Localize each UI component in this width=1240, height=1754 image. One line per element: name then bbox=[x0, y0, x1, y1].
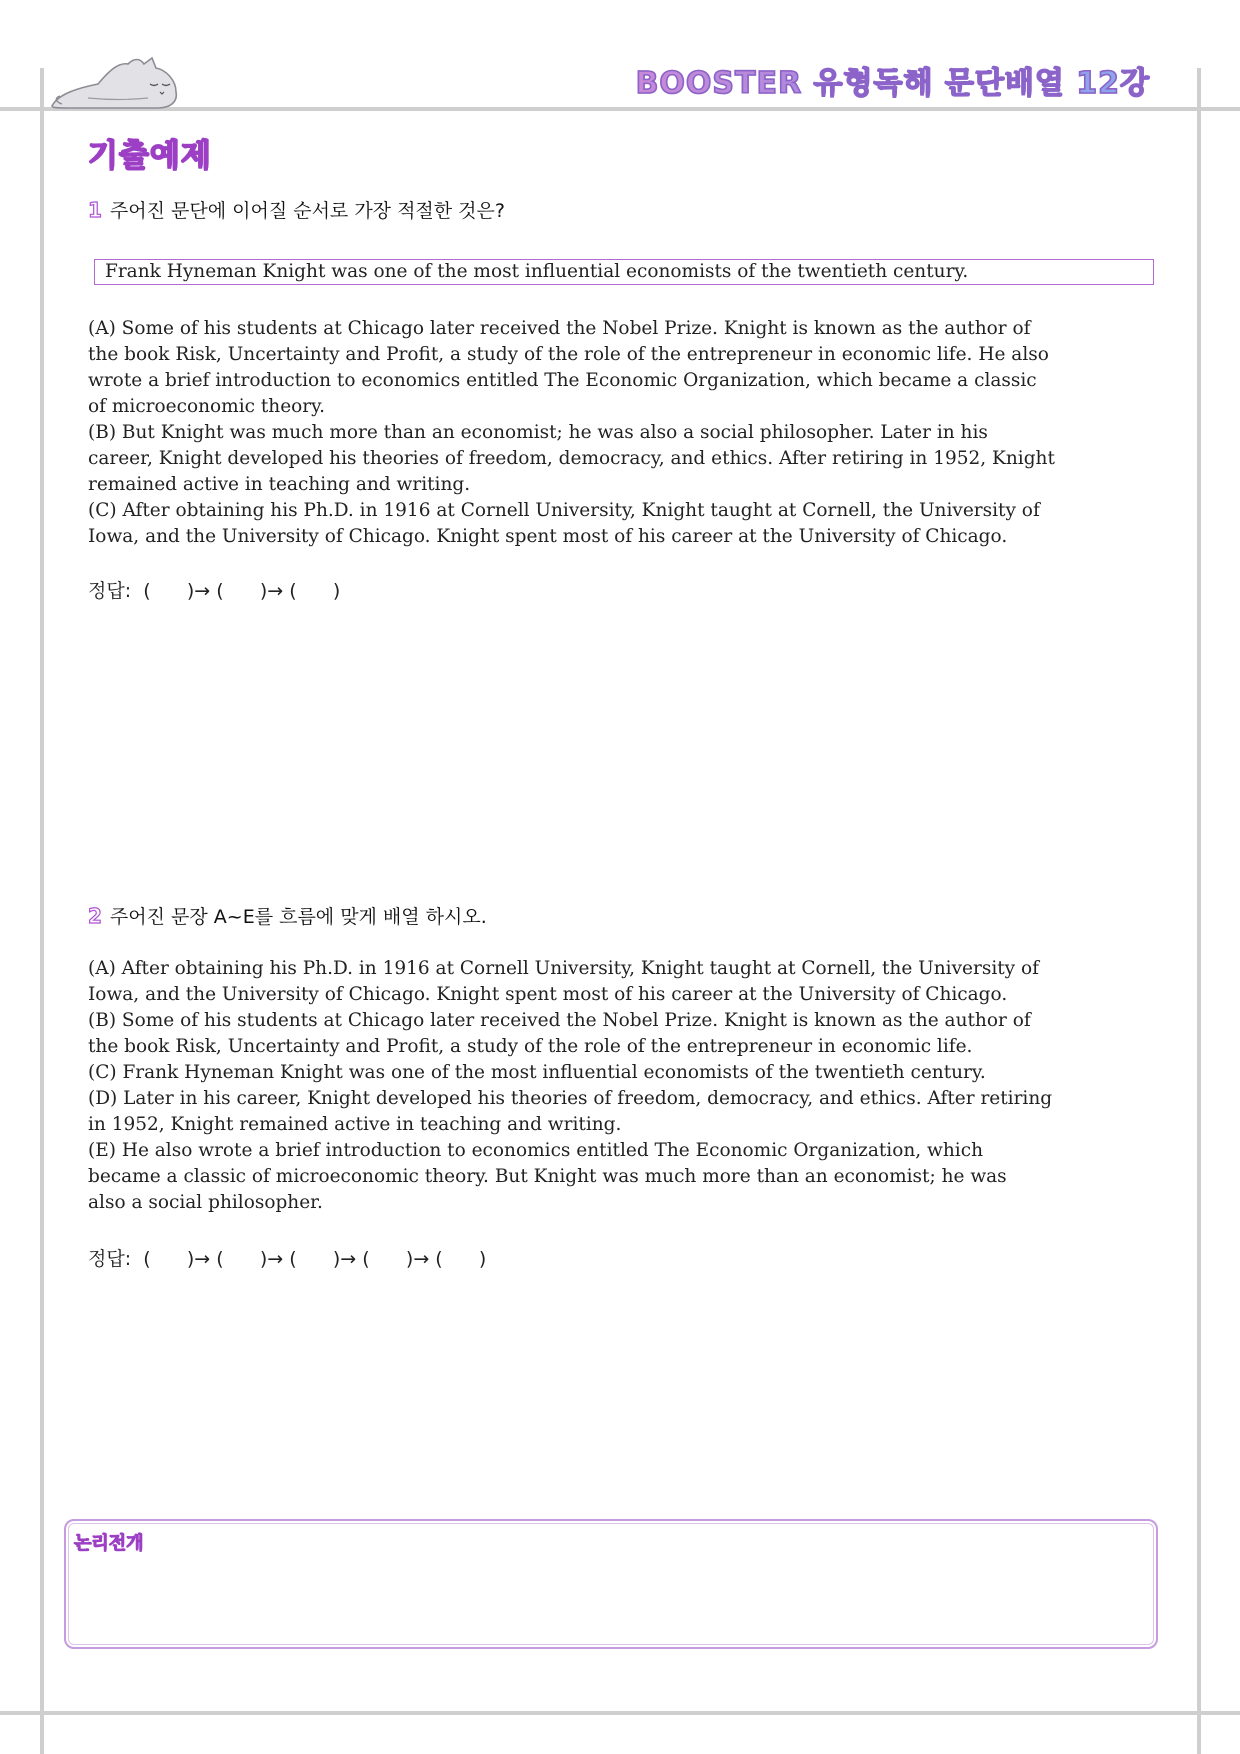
right-margin-rule bbox=[1197, 68, 1201, 1754]
document-title: BOOSTER 유형독해 문단배열 12강 bbox=[636, 58, 1150, 102]
question-number: 1 bbox=[88, 198, 102, 222]
passage-line: (D) Later in his career, Knight developed his theories of freedom, democracy, and ethics. After retiring bbox=[88, 1088, 1053, 1109]
passage-line: (B) But Knight was much more than an economist; he was also a social philosopher. Later in his bbox=[88, 422, 988, 443]
given-sentence-box: Frank Hyneman Knight was one of the most influential economists of the twentieth century. bbox=[94, 259, 1154, 285]
sleeping-cat-icon bbox=[48, 54, 182, 110]
question-2-passage bbox=[88, 956, 1168, 1216]
notes-label: 논리전개 bbox=[74, 1533, 144, 1554]
passage-line: (C) After obtaining his Ph.D. in 1916 at Cornell University, Knight taught at Cornell, the University of bbox=[88, 500, 1040, 521]
passage-line: also a social philosopher. bbox=[88, 1192, 323, 1213]
question-1-answer-blank[interactable]: 정답: ( )→ ( )→ ( ) bbox=[88, 580, 341, 602]
passage-line: wrote a brief introduction to economics entitled The Economic Organization, which became a classic bbox=[88, 370, 1037, 391]
passage-line: (E) He also wrote a brief introduction to economics entitled The Economic Organization, which bbox=[88, 1140, 983, 1161]
passage-line: the book Risk, Uncertainty and Profit, a study of the role of the entrepreneur in economic life. He also bbox=[88, 344, 1049, 365]
logic-notes-box[interactable] bbox=[64, 1519, 1158, 1649]
header-rule bbox=[0, 107, 1240, 111]
question-text: 주어진 문장 A~E를 흐름에 맞게 배열 하시오. bbox=[109, 906, 487, 928]
question-2-prompt bbox=[88, 902, 487, 929]
passage-line: (B) Some of his students at Chicago later received the Nobel Prize. Knight is known as the author of bbox=[88, 1010, 1031, 1031]
question-1-prompt bbox=[88, 196, 505, 223]
passage-line: became a classic of microeconomic theory. But Knight was much more than an economist; he was bbox=[88, 1166, 1007, 1187]
passage-line: (A) After obtaining his Ph.D. in 1916 at Cornell University, Knight taught at Cornell, the University of bbox=[88, 958, 1039, 979]
passage-line: in 1952, Knight remained active in teaching and writing. bbox=[88, 1114, 622, 1135]
footer-rule bbox=[0, 1711, 1240, 1715]
passage-line: of microeconomic theory. bbox=[88, 396, 326, 417]
section-heading: 기출예제 bbox=[88, 130, 212, 175]
left-margin-rule bbox=[40, 68, 44, 1754]
question-1-passage bbox=[88, 316, 1168, 550]
passage-line: career, Knight developed his theories of freedom, democracy, and ethics. After retiring in 1952, Knight bbox=[88, 448, 1055, 469]
passage-line: (C) Frank Hyneman Knight was one of the most influential economists of the twentieth century. bbox=[88, 1062, 986, 1083]
passage-line: the book Risk, Uncertainty and Profit, a study of the role of the entrepreneur in economic life. bbox=[88, 1036, 973, 1057]
passage-line: (A) Some of his students at Chicago later received the Nobel Prize. Knight is known as the author of bbox=[88, 318, 1031, 339]
passage-line: Iowa, and the University of Chicago. Knight spent most of his career at the University of Chicago. bbox=[88, 984, 1008, 1005]
question-text: 주어진 문단에 이어질 순서로 가장 적절한 것은? bbox=[109, 200, 505, 222]
passage-line: Iowa, and the University of Chicago. Knight spent most of his career at the University of Chicago. bbox=[88, 526, 1008, 547]
question-number: 2 bbox=[88, 904, 102, 928]
passage-line: remained active in teaching and writing. bbox=[88, 474, 471, 495]
question-2-answer-blank[interactable]: 정답: ( )→ ( )→ ( )→ ( )→ ( ) bbox=[88, 1248, 487, 1270]
